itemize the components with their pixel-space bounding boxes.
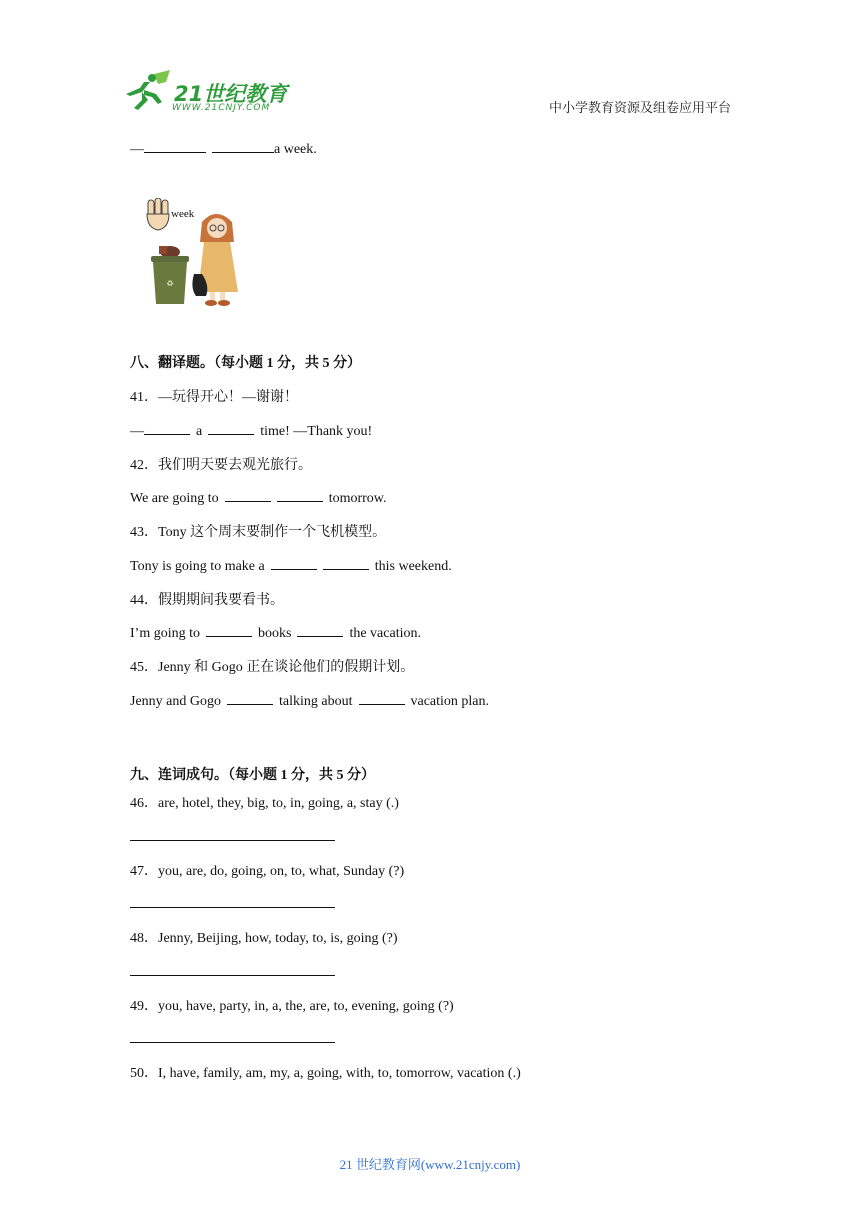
q44-prompt <box>130 589 284 609</box>
answer-text: vacation plan. <box>410 694 490 709</box>
answer-line[interactable] <box>130 907 335 908</box>
answer-blank[interactable] <box>297 623 343 637</box>
q47-prompt <box>130 860 404 880</box>
footer-link[interactable]: 21 世纪教育网(www.21cnjy.com) <box>339 1157 521 1172</box>
question-number: 46． <box>130 796 158 811</box>
answer-text: a <box>196 424 203 439</box>
trash-bin-icon <box>149 242 191 306</box>
section-8-title: 八、翻译题。（每小题 1 分，共 5 分） <box>130 356 361 371</box>
answer-blank[interactable] <box>227 691 273 705</box>
dash: — <box>130 142 144 157</box>
question-number: 44． <box>130 593 158 608</box>
illustration <box>140 196 245 311</box>
q43-answer-line <box>130 556 452 575</box>
question-text: you, are, do, going, on, to, what, Sunday (?) <box>158 864 405 879</box>
question-number: 42． <box>130 458 158 473</box>
answer-blank[interactable] <box>206 623 252 637</box>
runner-logo-icon <box>122 70 174 112</box>
question-text: —玩得开心！—谢谢！ <box>158 390 298 405</box>
answer-text: I’m going to <box>130 626 200 641</box>
answer-text: Jenny and Gogo <box>130 694 221 709</box>
question-text: 假期期间我要看书。 <box>158 593 284 608</box>
question-text: are, hotel, they, big, to, in, going, a, stay (.) <box>158 796 399 811</box>
platform-name: 中小学教育资源及组卷应用平台 <box>549 101 732 116</box>
q49-prompt <box>130 995 454 1015</box>
hand-three-fingers-icon <box>145 198 173 236</box>
answer-text: — <box>130 424 144 439</box>
q42-prompt <box>130 454 312 474</box>
answer-blank[interactable] <box>323 556 369 570</box>
question-text: I, have, family, am, my, a, going, with, to, tomorrow, vacation (.) <box>158 1066 521 1081</box>
prev-answer-line <box>130 139 317 158</box>
answer-blank[interactable] <box>212 139 274 153</box>
question-number: 49． <box>130 999 158 1014</box>
question-number: 48． <box>130 931 158 946</box>
answer-text: the vacation. <box>349 626 421 641</box>
question-number: 45． <box>130 660 158 675</box>
q45-answer-line <box>130 691 489 710</box>
answer-blank[interactable] <box>208 421 254 435</box>
q41-answer-line <box>130 421 372 440</box>
svg-text:♻: ♻ <box>166 279 174 288</box>
girl-character-icon <box>190 208 244 308</box>
question-text: Tony 这个周末要制作一个飞机模型。 <box>158 525 387 540</box>
q48-prompt <box>130 927 398 947</box>
question-text: 我们明天要去观光旅行。 <box>158 458 312 473</box>
q44-answer-line <box>130 623 421 642</box>
answer-text: time! —Thank you! <box>260 424 373 439</box>
q43-prompt <box>130 521 386 541</box>
answer-line[interactable] <box>130 975 335 976</box>
answer-line[interactable] <box>130 1042 335 1043</box>
answer-text: tomorrow. <box>328 491 387 506</box>
q46-prompt <box>130 792 399 812</box>
answer-suffix: a week. <box>274 142 317 157</box>
week-label: week <box>171 208 195 220</box>
q41-prompt <box>130 386 298 406</box>
section-9-title: 九、连词成句。（每小题 1 分，共 5 分） <box>130 768 375 783</box>
question-number: 41． <box>130 390 158 405</box>
logo-url: WWW.21CNJY.COM <box>172 103 271 113</box>
answer-blank[interactable] <box>225 488 271 502</box>
answer-blank[interactable] <box>144 139 206 153</box>
answer-text: We are going to <box>130 491 219 506</box>
q42-answer-line <box>130 488 387 507</box>
q50-prompt <box>130 1062 521 1082</box>
answer-blank[interactable] <box>144 421 190 435</box>
question-number: 50． <box>130 1066 158 1081</box>
question-text: Jenny, Beijing, how, today, to, is, going (?) <box>158 931 398 946</box>
question-number: 47． <box>130 864 158 879</box>
answer-text: Tony is going to make a <box>130 559 265 574</box>
q45-prompt <box>130 656 414 676</box>
site-logo <box>122 70 292 115</box>
question-number: 43． <box>130 525 158 540</box>
answer-text: this weekend. <box>374 559 452 574</box>
question-text: Jenny 和 Gogo 正在谈论他们的假期计划。 <box>158 660 415 675</box>
answer-blank[interactable] <box>359 691 405 705</box>
answer-text: books <box>258 626 292 641</box>
answer-text: talking about <box>279 694 353 709</box>
logo-title: 21世纪教育 <box>174 82 288 106</box>
answer-line[interactable] <box>130 840 335 841</box>
question-text: you, have, party, in, a, the, are, to, evening, going (?) <box>158 999 454 1014</box>
answer-blank[interactable] <box>271 556 317 570</box>
answer-blank[interactable] <box>277 488 323 502</box>
